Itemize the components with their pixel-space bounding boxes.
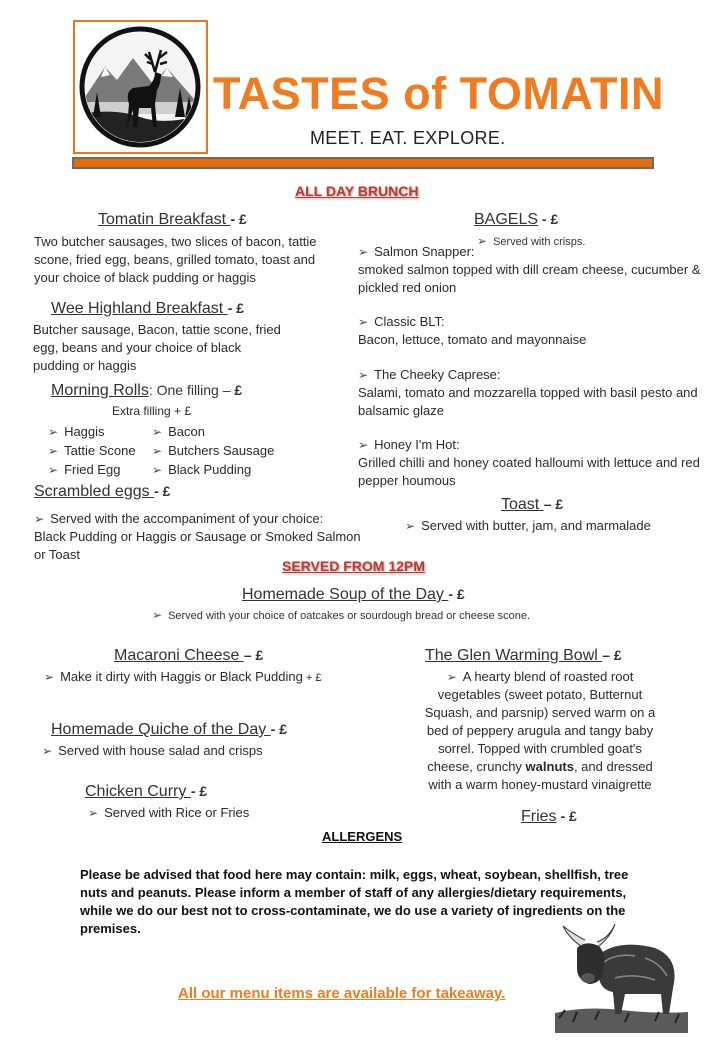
item-name: Homemade Soup of the Day	[242, 586, 449, 603]
item-name: Scrambled eggs	[34, 483, 155, 500]
item-name: Homemade Quiche of the Day	[51, 721, 271, 738]
arrow-bullet-icon: ➢	[405, 519, 416, 533]
arrow-bullet-icon: ➢	[358, 245, 369, 259]
item-price: - £	[538, 211, 559, 227]
item-title-curry	[85, 783, 207, 801]
bagel-item-salmon-snapper: ➢ Salmon Snapper: smoked salmon topped with dill cream cheese, cucumber & pickled red onion	[358, 244, 701, 295]
fillings-list	[48, 423, 288, 479]
item-title-wee-highland	[51, 300, 244, 318]
item-title-tomatin-breakfast	[98, 211, 247, 229]
arrow-bullet-icon: ➢	[48, 425, 59, 439]
item-title-quiche	[51, 721, 287, 739]
glen-bowl-desc: ➢ A hearty blend of roasted root vegetables (sweet potato, Butternut Squash, and parsnip) served warm on a bed of peppery arugula and tangy baby sorrel. Topped with crumbled goat's cheese, crunchy walnuts, and dressed with a warm honey-mustard vinaigrette	[424, 669, 656, 792]
item-title-scrambled-eggs	[34, 483, 170, 501]
list-item: ➢ Haggis	[48, 424, 105, 439]
toast-note: ➢ Served with butter, jam, and marmalade	[405, 518, 651, 533]
item-name: Fries	[521, 808, 557, 825]
item-name: Tomatin Breakfast	[98, 211, 231, 228]
arrow-bullet-icon: ➢	[152, 444, 163, 458]
item-price: - £	[556, 808, 577, 824]
list-item: ➢ Tattie Scone	[48, 443, 136, 458]
header-divider	[72, 157, 654, 169]
item-name: Toast	[501, 496, 544, 513]
allergens-heading: ALLERGENS	[322, 829, 403, 844]
extra-filling-note: Extra filling + £	[112, 404, 192, 418]
arrow-bullet-icon: ➢	[152, 463, 163, 477]
bagels-note: ➢ Served with crisps.	[477, 234, 586, 248]
stag-mountain-logo-icon	[75, 22, 206, 152]
item-price: - £	[190, 783, 208, 799]
item-price: - £	[230, 211, 247, 227]
arrow-bullet-icon: ➢	[88, 806, 99, 820]
bagel-item-classic-blt: ➢ Classic BLT: Bacon, lettuce, tomato and mayonnaise	[358, 314, 587, 347]
item-name: Macaroni Cheese	[114, 647, 244, 664]
tagline: MEET. EAT. EXPLORE.	[310, 128, 506, 148]
item-name: The Glen Warming Bowl	[425, 647, 603, 664]
arrow-bullet-icon: ➢	[358, 438, 369, 452]
item-price: £	[234, 382, 243, 398]
item-name: Chicken Curry	[85, 783, 191, 800]
item-suffix: : One filling –	[148, 382, 235, 398]
section-heading-brunch: ALL DAY BRUNCH	[295, 183, 419, 199]
arrow-bullet-icon: ➢	[152, 425, 163, 439]
highland-cow-icon	[555, 918, 688, 1033]
arrow-bullet-icon: ➢	[48, 463, 59, 477]
item-title-bagels	[474, 211, 558, 229]
arrow-bullet-icon: ➢	[48, 444, 59, 458]
arrow-bullet-icon: ➢	[44, 670, 55, 684]
macaroni-note: ➢ Make it dirty with Haggis or Black Pudding + £	[44, 669, 322, 684]
item-price: - £	[270, 721, 288, 737]
item-title-fries	[521, 808, 577, 826]
curry-note: ➢ Served with Rice or Fries	[88, 805, 250, 820]
item-price: – £	[602, 647, 622, 663]
item-name: BAGELS	[474, 211, 539, 228]
quiche-note: ➢ Served with house salad and crisps	[42, 743, 263, 758]
bagel-item-cheeky-caprese: ➢ The Cheeky Caprese: Salami, tomato and mozzarella topped with basil pesto and balsamic glaze	[358, 367, 698, 418]
arrow-bullet-icon: ➢	[477, 234, 488, 248]
item-title-macaroni	[114, 647, 263, 665]
item-desc-scrambled-eggs: ➢ Served with the accompaniment of your choice: Black Pudding or Haggis or Sausage or Smoked Salmon or Toast	[34, 511, 361, 562]
section-heading-lunch: SERVED FROM 12PM	[282, 558, 425, 574]
soup-note: ➢ Served with your choice of oatcakes or sourdough bread or cheese scone.	[152, 608, 531, 622]
list-item: ➢ Black Pudding	[152, 462, 252, 477]
item-title-glen-bowl	[425, 647, 622, 665]
item-price: - £	[448, 586, 465, 602]
restaurant-title: TASTES of TOMATIN	[213, 68, 664, 119]
arrow-bullet-icon: ➢	[152, 608, 163, 622]
item-price: - £	[154, 483, 171, 499]
highland-cow-illustration	[555, 918, 688, 1033]
item-name: Morning Rolls	[51, 382, 149, 399]
allergens-notice: Please be advised that food here may contain: milk, eggs, wheat, soybean, shellfish, tree nuts and peanuts. Please inform a member of staff of any allergies/dietary requirements, while we do our best not to cross-contaminate, we do use a variety of ingredients on the premises.	[80, 867, 629, 936]
list-item: ➢ Fried Egg	[48, 462, 121, 477]
item-price: - £	[227, 300, 245, 316]
bagel-item-honey-im-hot: ➢ Honey I'm Hot: Grilled chilli and honey coated halloumi with lettuce and red pepper houmous	[358, 437, 700, 488]
item-desc-tomatin-breakfast: Two butcher sausages, two slices of bacon, tattie scone, fried egg, beans, grilled tomato, toast and your choice of black pudding or haggis	[34, 234, 317, 285]
arrow-bullet-icon: ➢	[446, 670, 457, 684]
item-desc-wee-highland: Butcher sausage, Bacon, tattie scone, fried egg, beans and your choice of black pudding or haggis	[33, 322, 281, 373]
item-price: – £	[543, 496, 564, 512]
item-title-soup	[242, 586, 465, 604]
item-title-morning-rolls	[51, 382, 242, 400]
arrow-bullet-icon: ➢	[42, 744, 53, 758]
item-title-toast	[501, 496, 563, 514]
arrow-bullet-icon: ➢	[358, 315, 369, 329]
item-name: Wee Highland Breakfast	[51, 300, 228, 317]
item-price: – £	[243, 647, 264, 663]
arrow-bullet-icon: ➢	[34, 512, 45, 526]
logo-frame	[73, 20, 208, 154]
list-item: ➢ Butchers Sausage	[152, 443, 275, 458]
list-item: ➢ Bacon	[152, 424, 205, 439]
takeaway-note: All our menu items are available for takeaway.	[178, 985, 506, 1002]
arrow-bullet-icon: ➢	[358, 368, 369, 382]
